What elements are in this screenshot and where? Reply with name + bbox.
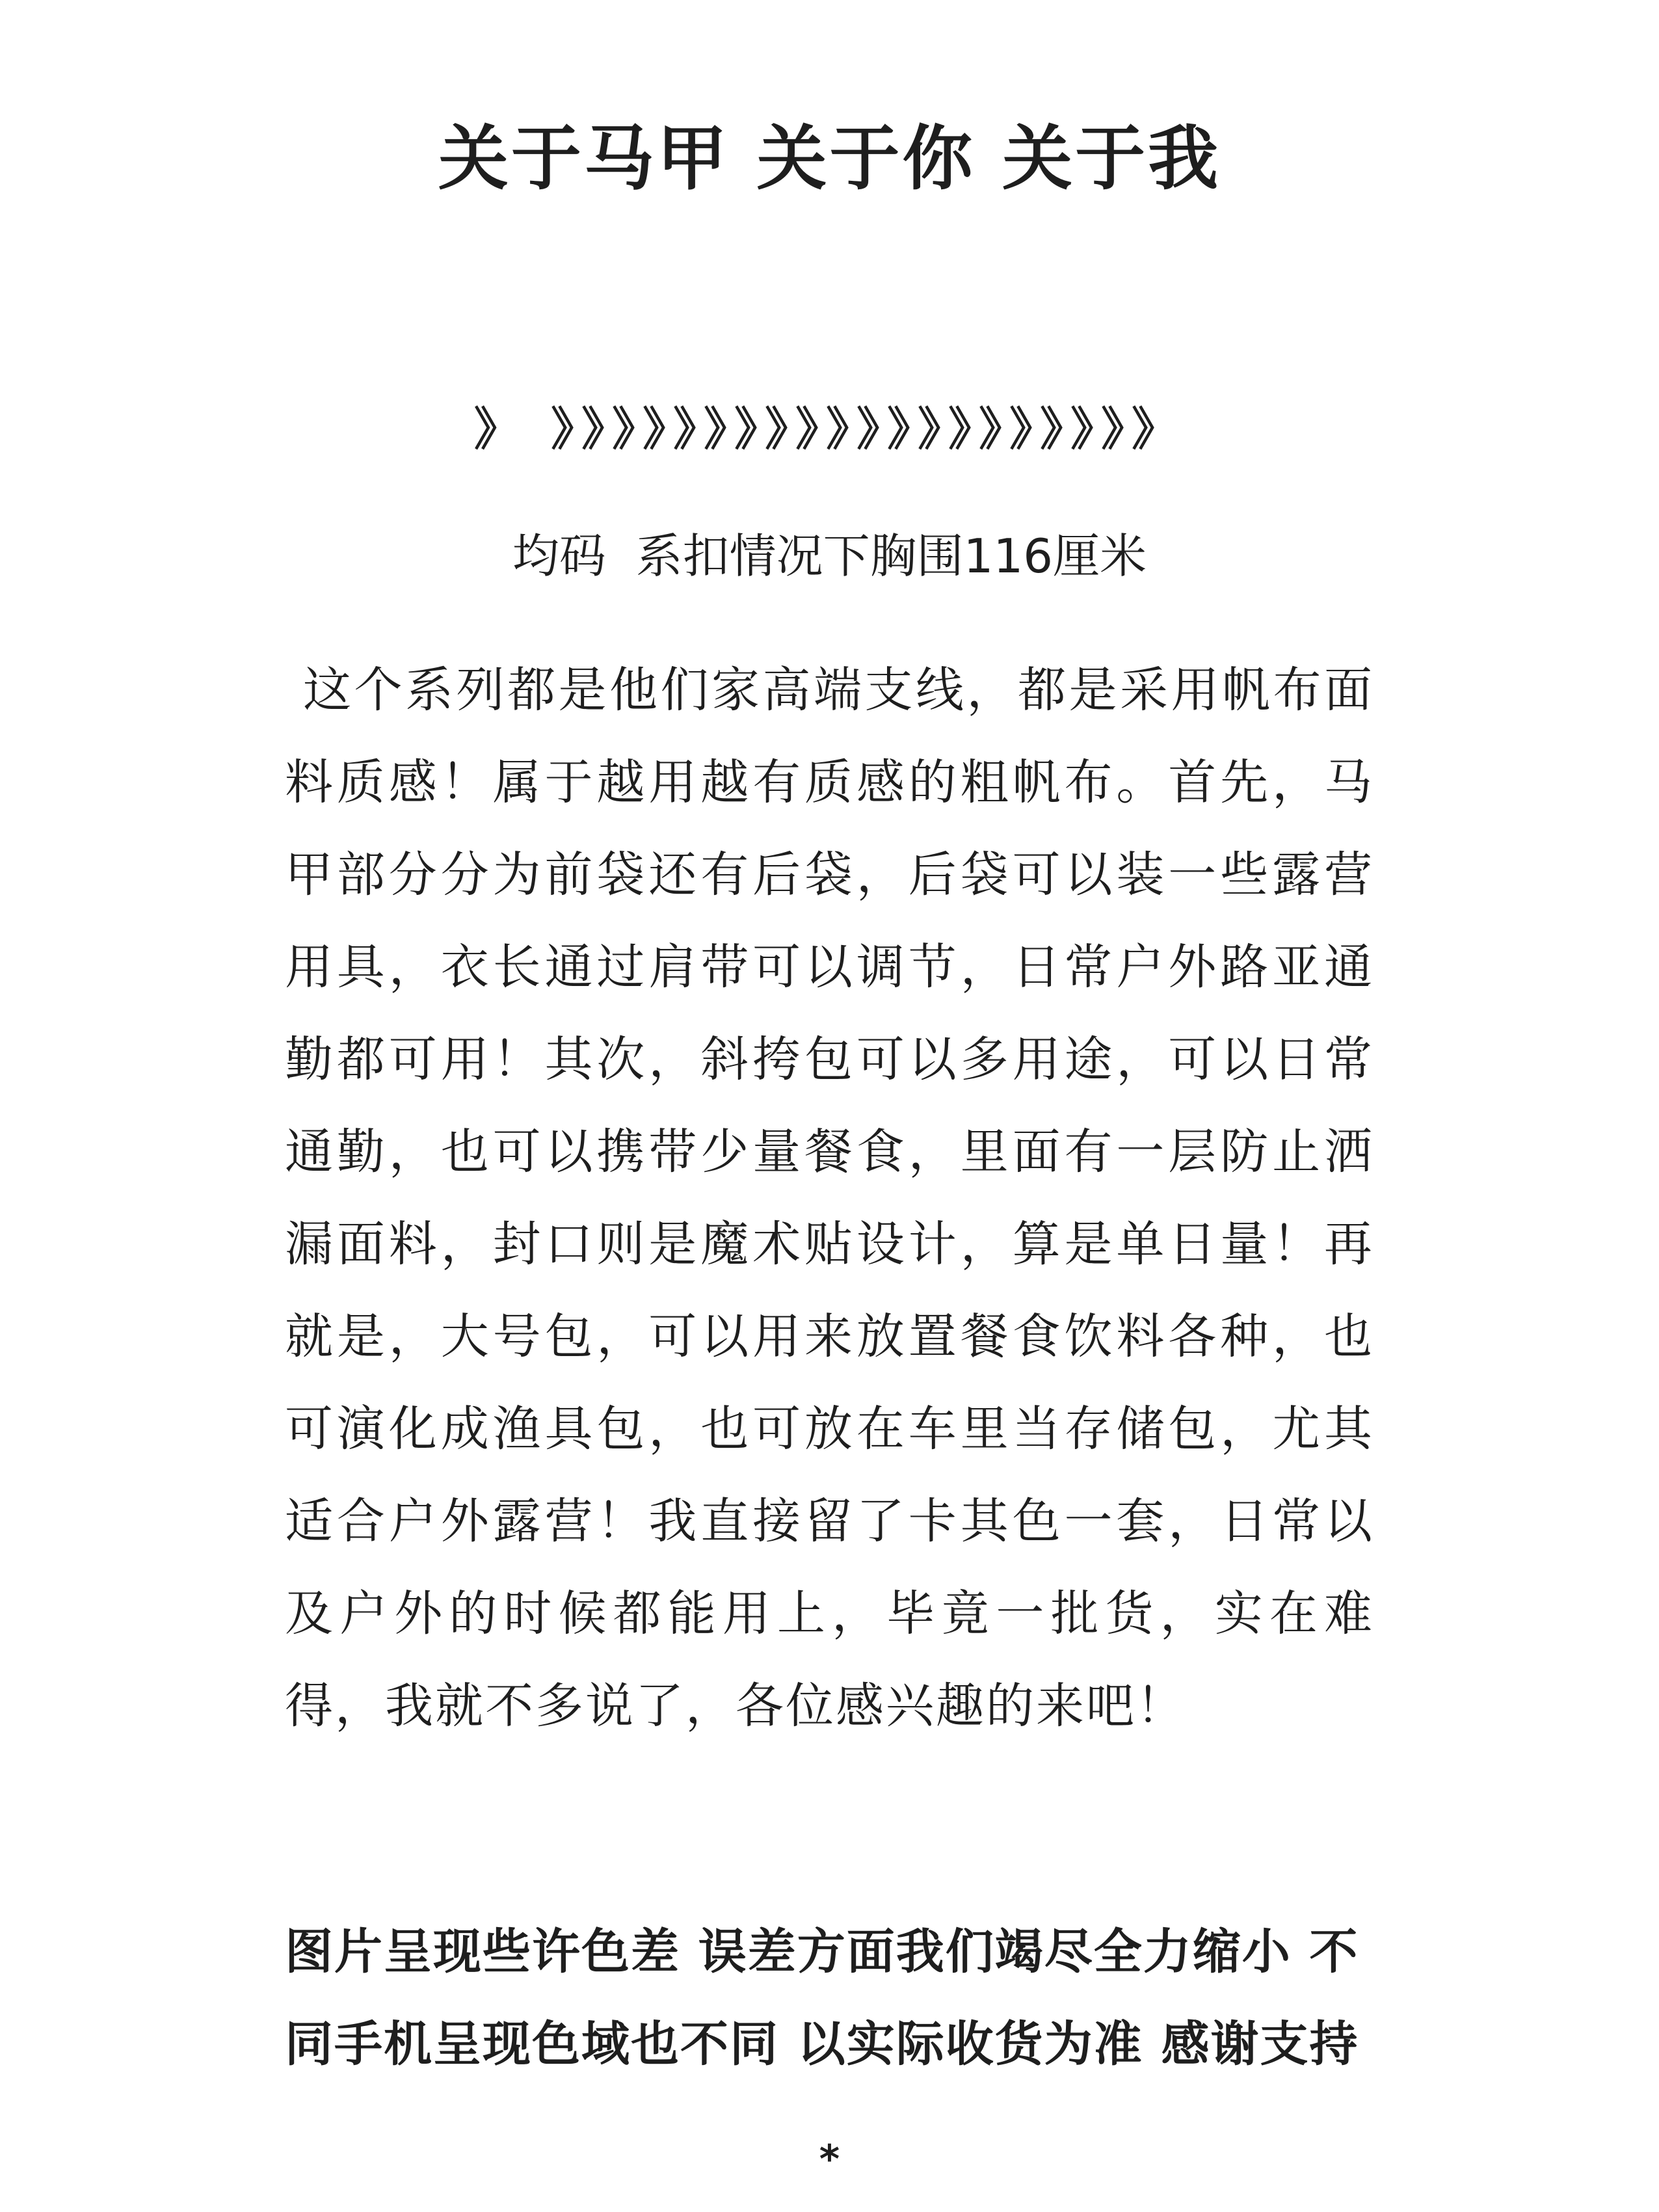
page-title: 关于马甲 关于你 关于我 bbox=[438, 118, 1221, 200]
size-info: 均码 系扣情况下胸围116厘米 bbox=[512, 529, 1147, 583]
product-description: 这个系列都是他们家高端支线，都是采用帆布面料质感！属于越用越有质感的粗帆布。首先，马甲部分分为前袋还有后袋，后袋可以装一些露营用具，衣长通过肩带可以调节，日常户外路亚通勤都可用！其次，斜挎包可以多用途，可以日常通勤，也可以携带少量餐食，里面有一层防止洒漏面料，封口则是魔术贴设计，算是单日量！再就是，大号包，可以用来放置餐食饮料各种，也可演化成渔具包，也可放在车里当存储包，尤其适合户外露营！我直接留了卡其色一套，日常以及户外的时候都能用上，毕竟一批货，实在难得，我就不多说了，各位感兴趣的来吧！ bbox=[285, 662, 1374, 1734]
chevron-divider: 》 》》》》》》》》》》》》》》》》》》》》 bbox=[473, 403, 1186, 456]
color-disclaimer: 图片呈现些许色差 误差方面我们竭尽全力缩小 不同手机呈现色域也不同 以实际收货为准 感谢支持 bbox=[285, 1924, 1359, 2072]
footer-asterisk: * bbox=[819, 2137, 840, 2182]
